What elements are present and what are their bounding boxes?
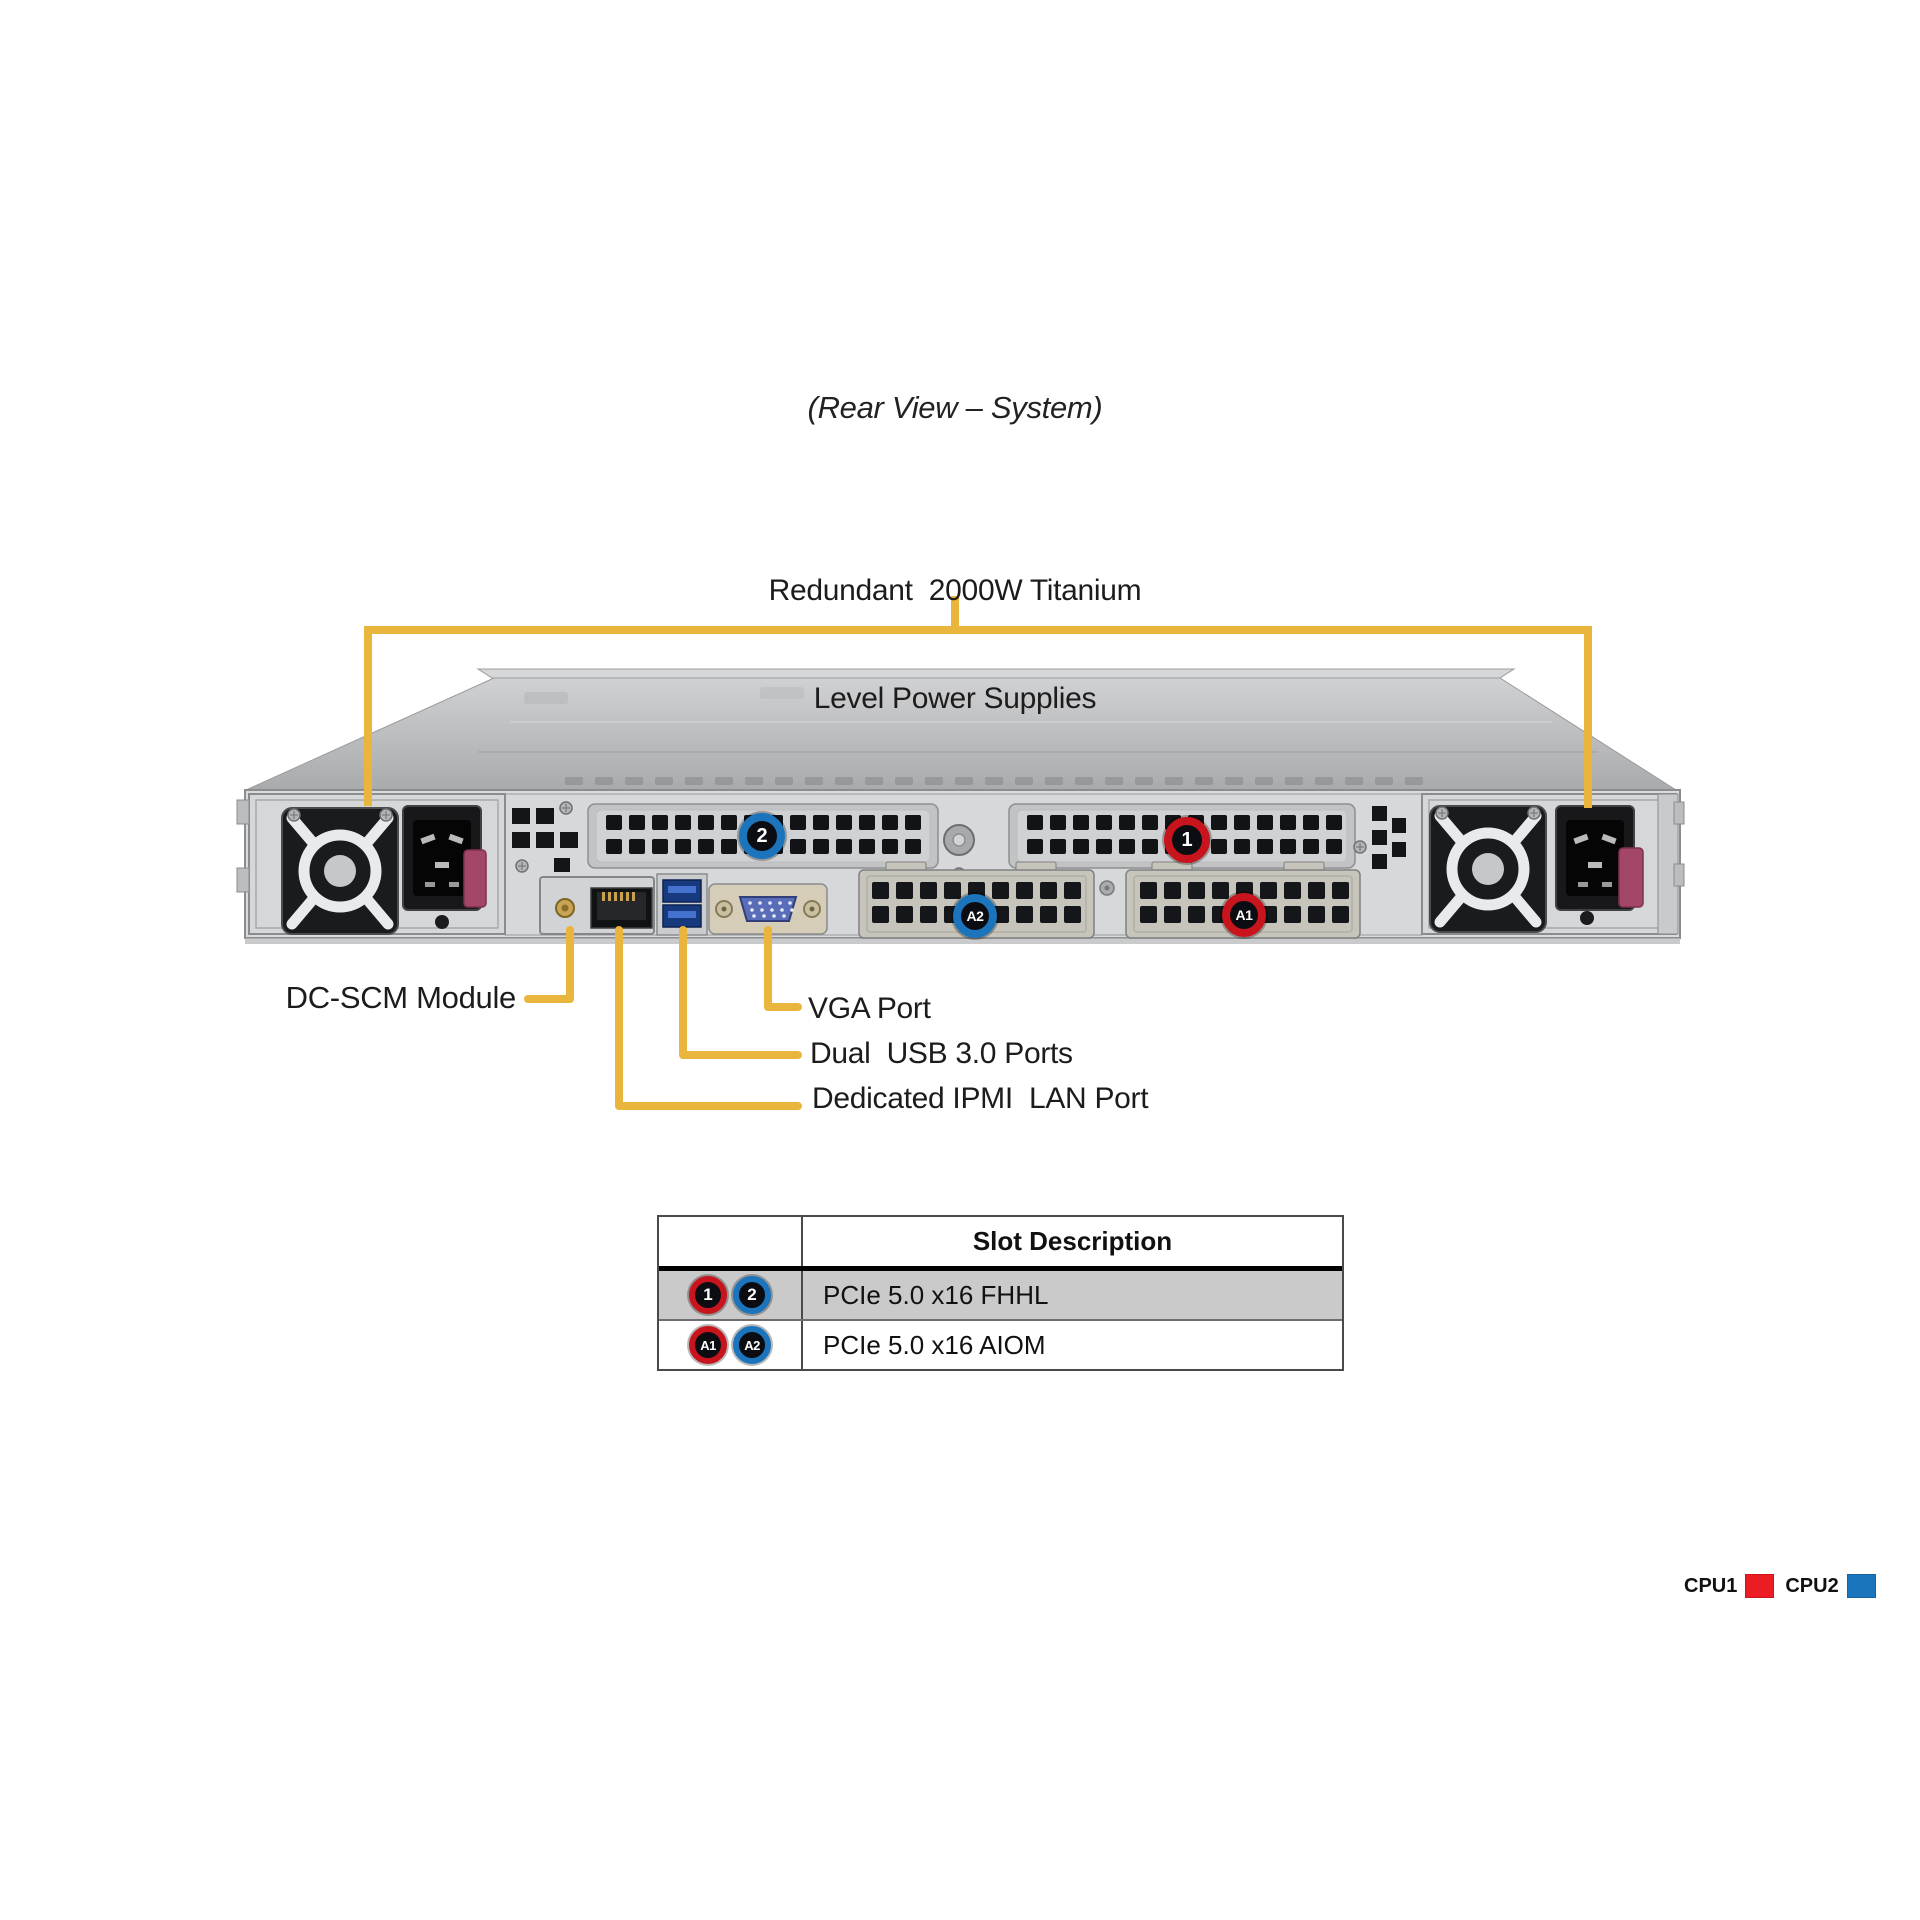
slot1-badge: 1 xyxy=(1164,817,1210,863)
aiom-divider-screw xyxy=(1100,881,1114,895)
left-power-supply xyxy=(237,794,505,934)
dcscm-module xyxy=(540,877,654,934)
table-badge-a1: A1 xyxy=(689,1326,727,1364)
vga-label: VGA Port xyxy=(808,992,931,1025)
cpu1-legend-label: CPU1 xyxy=(1684,1574,1738,1597)
table-badge-1: 1 xyxy=(689,1276,727,1314)
table-slot-description: PCIe 5.0 x16 FHHL xyxy=(823,1279,1049,1310)
psu-callout-line1: Redundant 2000W Titanium xyxy=(768,574,1142,607)
psu-callout-label xyxy=(755,501,1155,789)
left-psu-release-latch xyxy=(464,850,486,907)
cpu2-color-swatch xyxy=(1847,1574,1876,1598)
usb-label: Dual USB 3.0 Ports xyxy=(810,1037,1073,1070)
cpu1-color-swatch xyxy=(1745,1574,1774,1598)
psu-callout-line2: Level Power Supplies xyxy=(813,682,1097,715)
table-row xyxy=(659,1271,1342,1319)
usb-leader-line xyxy=(683,930,798,1055)
table-badge-cell xyxy=(659,1321,803,1369)
table-badge-a2: A2 xyxy=(733,1326,771,1364)
table-header-title: Slot Description xyxy=(972,1226,1173,1256)
cpu-legend xyxy=(1684,1574,1876,1598)
ipmi-lan-port xyxy=(591,888,652,928)
page-title: (Rear View – System) xyxy=(807,390,1103,425)
right-psu-fan-grille xyxy=(1430,806,1546,932)
table-badge-cell xyxy=(659,1271,803,1319)
left-psu-led xyxy=(435,915,449,929)
ipmi-label: Dedicated IPMI LAN Port xyxy=(812,1082,1149,1115)
cpu2-legend-label: CPU2 xyxy=(1785,1574,1839,1597)
right-psu-led xyxy=(1580,911,1594,925)
right-psu-release-latch xyxy=(1619,848,1643,907)
cpu1-legend-item xyxy=(1684,1574,1774,1598)
table-badge-2: 2 xyxy=(733,1276,771,1314)
cpu2-legend-item xyxy=(1785,1574,1875,1598)
table-slot-description: PCIe 5.0 x16 AIOM xyxy=(823,1329,1046,1360)
aiom1-badge: A1 xyxy=(1222,893,1266,937)
table-header-row xyxy=(659,1217,1342,1271)
dcscm-label: DC-SCM Module xyxy=(285,980,516,1015)
right-power-supply xyxy=(1422,794,1684,934)
usb3-ports xyxy=(657,874,707,935)
left-psu-fan-grille xyxy=(282,808,398,934)
table-row xyxy=(659,1319,1342,1369)
slot-description-table xyxy=(657,1215,1344,1371)
slot2-badge: 2 xyxy=(739,813,785,859)
aiom2-badge: A2 xyxy=(953,894,997,938)
table-header-badge-cell xyxy=(659,1217,803,1266)
